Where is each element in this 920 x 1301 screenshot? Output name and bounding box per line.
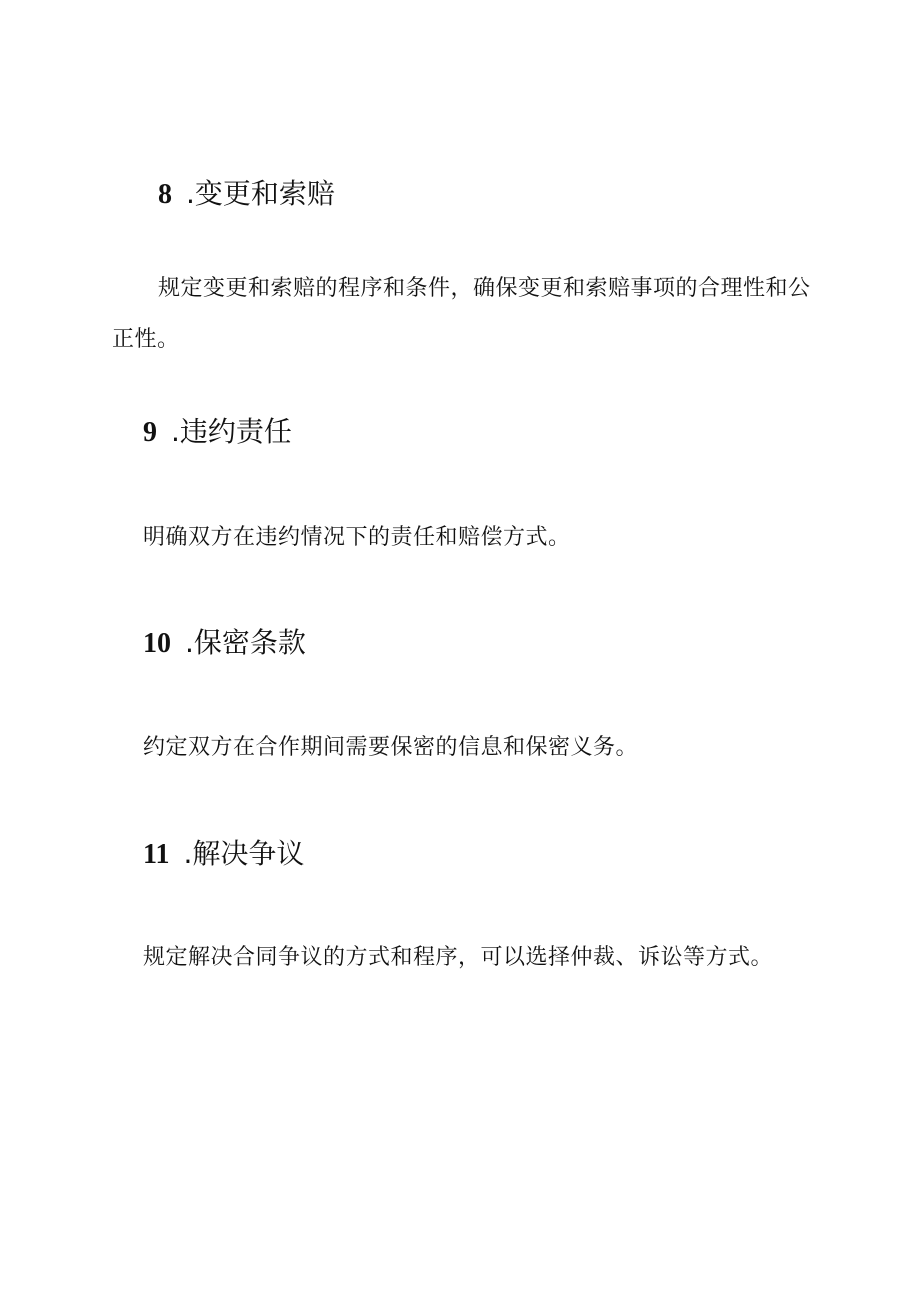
section-number: 11 <box>143 839 170 870</box>
section-body-11: 规定解决合同争议的方式和程序，可以选择仲裁、诉讼等方式。 <box>143 945 774 970</box>
section-number: 8 <box>158 179 172 210</box>
section-number: 10 <box>143 628 171 659</box>
section-number: 9 <box>143 417 157 448</box>
section-heading-8 <box>158 176 335 213</box>
section-title: .保密条款 <box>185 626 306 659</box>
section-heading-11 <box>143 836 304 873</box>
section-title: .变更和索赔 <box>186 177 335 210</box>
section-title: .违约责任 <box>171 415 292 448</box>
section-body-10: 约定双方在合作期间需要保密的信息和保密义务。 <box>143 735 639 760</box>
section-heading-10 <box>143 625 306 662</box>
section-title: .解决争议 <box>183 837 305 870</box>
section-body-8: 规定变更和索赔的程序和条件，确保变更和索赔事项的合理性和公正性。 <box>112 276 811 352</box>
section-heading-9 <box>143 414 292 451</box>
section-body-9: 明确双方在违约情况下的责任和赔偿方式。 <box>143 525 571 550</box>
